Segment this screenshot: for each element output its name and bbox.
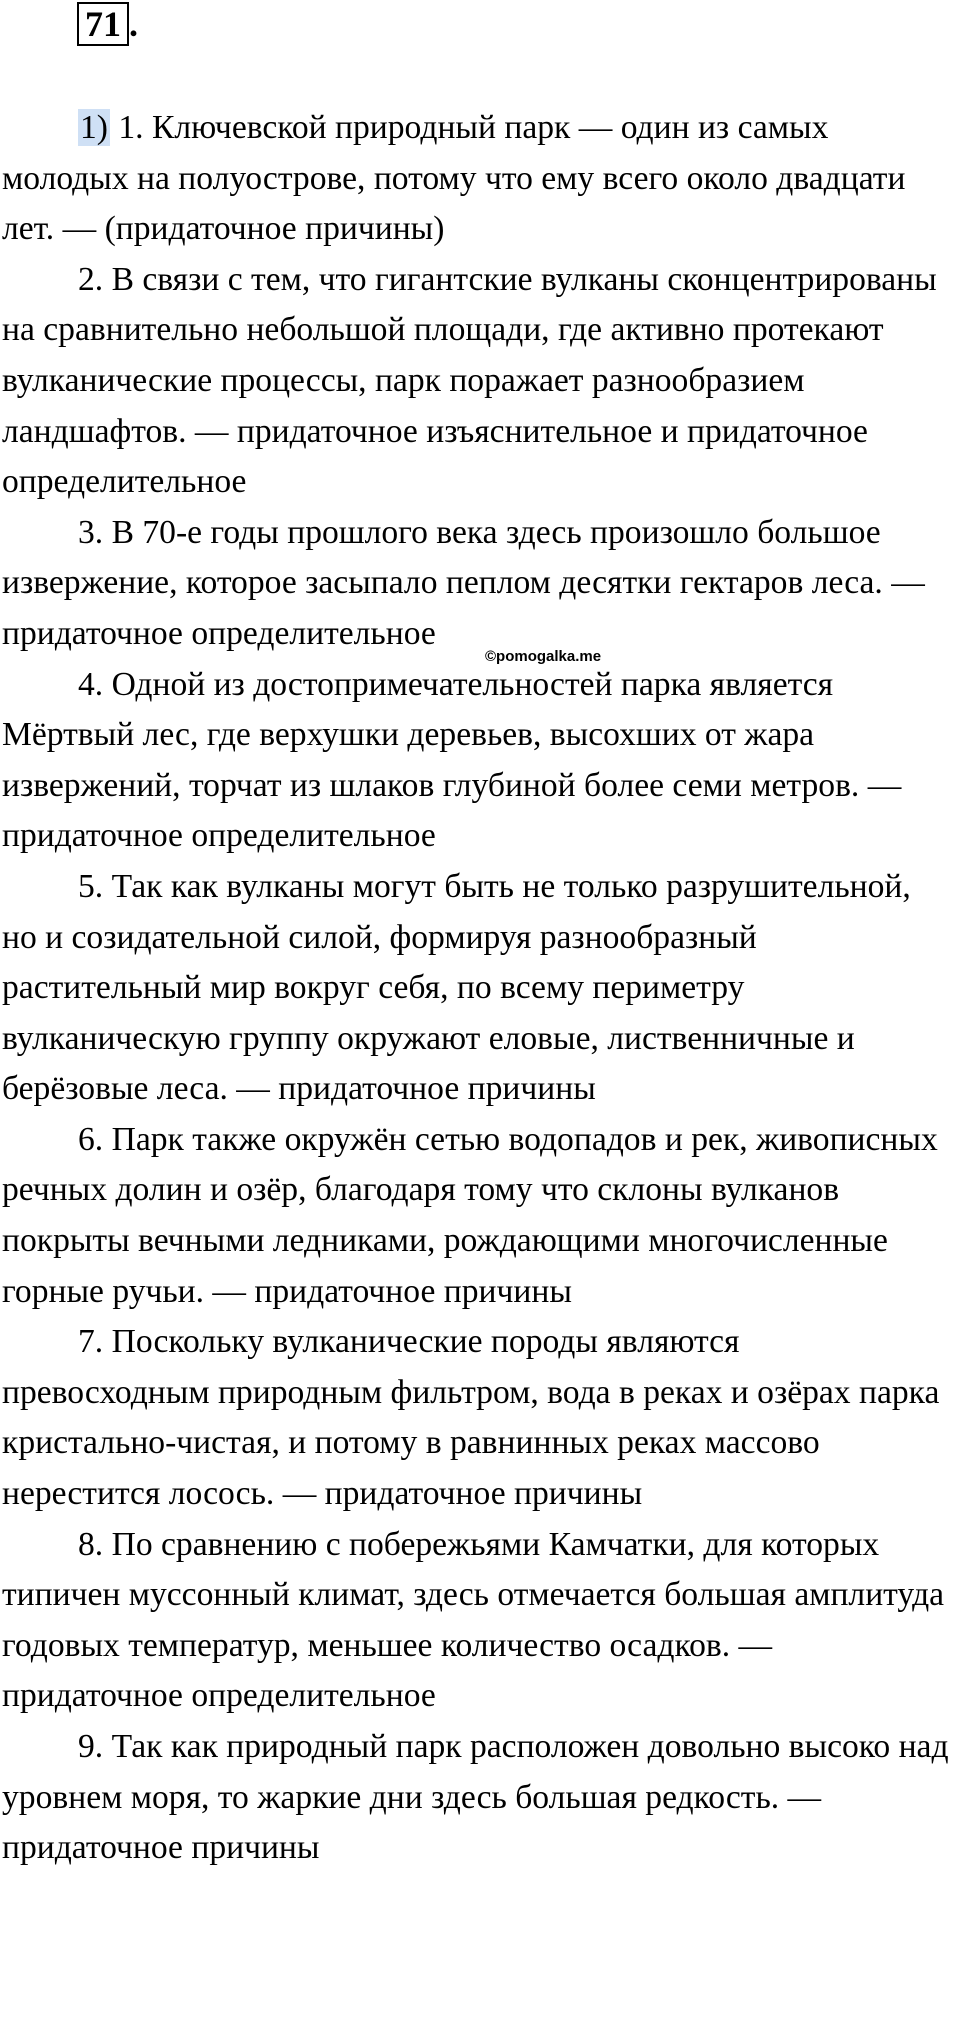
answer-item-1 xyxy=(2,103,952,255)
watermark: ©pomogalka.me xyxy=(485,648,602,665)
answer-item-2: 2. В связи с тем, что гигантские вулканы сконцентрированы на сравнительно небольшой площади, где активно протекают вулканические процессы, парк поражает разнообразием ландшафтов. — придаточное изъяснительное и придаточное определительное xyxy=(2,260,937,501)
answer-item-text: 1. Ключевской природный парк — один из самых молодых на полуострове, потому что ему всего около двадцати лет. — (придаточное причины) xyxy=(2,109,906,248)
answer-item-8: 8. По сравнению с побережьями Камчатки, для которых типичен муссонный климат, здесь отмечается большая амплитуда годовых температур, меньшее количество осадков. — придаточное определительное xyxy=(2,1525,945,1715)
answer-item-9: 9. Так как природный парк расположен довольно высоко над уровнем моря, то жаркие дни здесь большая редкость. — придаточное причины xyxy=(2,1728,949,1867)
answer-item-3: 3. В 70-е годы прошлого века здесь произошло большое извержение, которое засыпало пеплом десятки гектаров леса. — придаточное определительное xyxy=(2,513,925,652)
answer-item-6: 6. Парк также окружён сетью водопадов и рек, живописных речных долин и озёр, благодаря тому что склоны вулканов покрыты вечными ледниками, рождающими многочисленные горные ручьи. — придаточное причины xyxy=(2,1120,938,1310)
answer-marker: 1) xyxy=(80,109,108,146)
answer-item-4: 4. Одной из достопримечательностей парка является Мёртвый лес, где верхушки деревьев, высохших от жара извержений, торчат из шлаков глубиной более семи метров. — придаточное определительное xyxy=(2,665,902,855)
task-number xyxy=(77,2,138,46)
task-number-box: 71 xyxy=(77,2,129,46)
answer-text xyxy=(2,103,952,1874)
task-number-suffix: . xyxy=(129,4,138,44)
answer-item-7: 7. Поскольку вулканические породы являются превосходным природным фильтром, вода в реках и озёрах парка кристально-чистая, и потому в равнинных реках массово нерестится лосось. — придаточное причины xyxy=(2,1323,940,1513)
answer-item-5: 5. Так как вулканы могут быть не только разрушительной, но и созидательной силой, формируя разнообразный растительный мир вокруг себя, по всему периметру вулканическую группу окружают еловые, лиственничные и берёзовые леса. — придаточное причины xyxy=(2,867,911,1108)
